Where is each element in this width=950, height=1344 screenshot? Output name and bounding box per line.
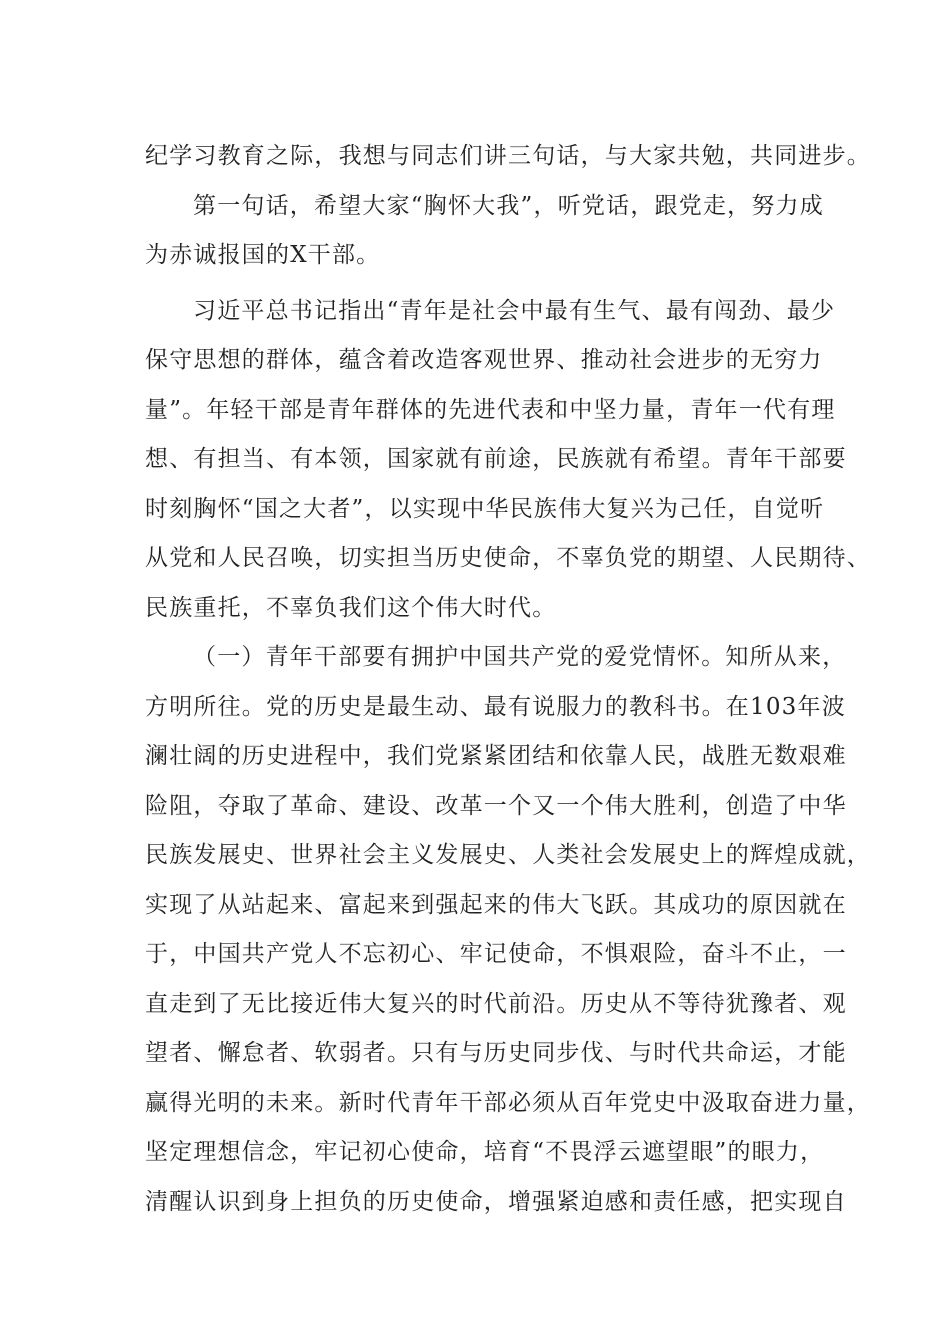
text-line: 保守思想的群体，蕴含着改造客观世界、推动社会进步的无穷力 bbox=[145, 347, 823, 373]
text-line: 澜壮阔的历史进程中，我们党紧紧团结和依靠人民，战胜无数艰难 bbox=[145, 743, 847, 769]
text-line: 实现了从站起来、富起来到强起来的伟大飞跃。其成功的原因就在 bbox=[145, 891, 847, 918]
text-line: 坚定理想信念，牢记初心使命，培育“不畏浮云遮望眼”的眼力， bbox=[145, 1139, 825, 1165]
text-line: 于，中国共产党人不忘初心、牢记使命，不惧艰险，奋斗不止，一 bbox=[145, 941, 847, 967]
section-heading-line: （一）青年干部要有拥护中国共产党的爱党情怀。知所从来， bbox=[193, 644, 847, 670]
text-line: 民族发展史、世界社会主义发展史、人类社会发展史上的辉煌成就， bbox=[145, 842, 871, 868]
text-line: 直走到了无比接近伟大复兴的时代前沿。历史从不等待犹豫者、观 bbox=[145, 990, 847, 1017]
text-line: 民族重托，不辜负我们这个伟大时代。 bbox=[145, 594, 557, 621]
text-line: 赢得光明的未来。新时代青年干部必须从百年党史中汲取奋进力量， bbox=[145, 1089, 871, 1116]
text-line: 险阻，夺取了革命、建设、改革一个又一个伟大胜利，创造了中华 bbox=[145, 792, 847, 819]
text-line: 望者、懈怠者、软弱者。只有与历史同步伐、与时代共命运，才能 bbox=[145, 1040, 847, 1066]
text-line: 时刻胸怀“国之大者”，以实现中华民族伟大复兴为己任，自觉听 bbox=[145, 495, 825, 522]
paragraph-first-line: 习近平总书记指出“青年是社会中最有生气、最有闯劲、最少 bbox=[193, 297, 836, 324]
text-line: 为赤诚报国的X干部。 bbox=[145, 242, 381, 268]
text-line: 清醒认识到身上担负的历史使命，增强紧迫感和责任感，把实现自 bbox=[145, 1188, 847, 1215]
text-line: 方明所往。党的历史是最生动、最有说服力的教科书。在103年波 bbox=[145, 693, 846, 720]
text-line: 想、有担当、有本领，国家就有前途，民族就有希望。青年干部要 bbox=[145, 446, 847, 472]
text-line: 纪学习教育之际，我想与同志们讲三句话，与大家共勉，共同进步。 bbox=[145, 143, 871, 169]
body-text bbox=[145, 132, 871, 1227]
text-line: 量”。年轻干部是青年群体的先进代表和中坚力量，青年一代有理 bbox=[145, 396, 836, 423]
paragraph-first-line: 第一句话，希望大家“胸怀大我”，听党话，跟党走，努力成 bbox=[193, 192, 824, 219]
text-line: 从党和人民召唤，切实担当历史使命，不辜负党的期望、人民期待、 bbox=[145, 545, 871, 571]
